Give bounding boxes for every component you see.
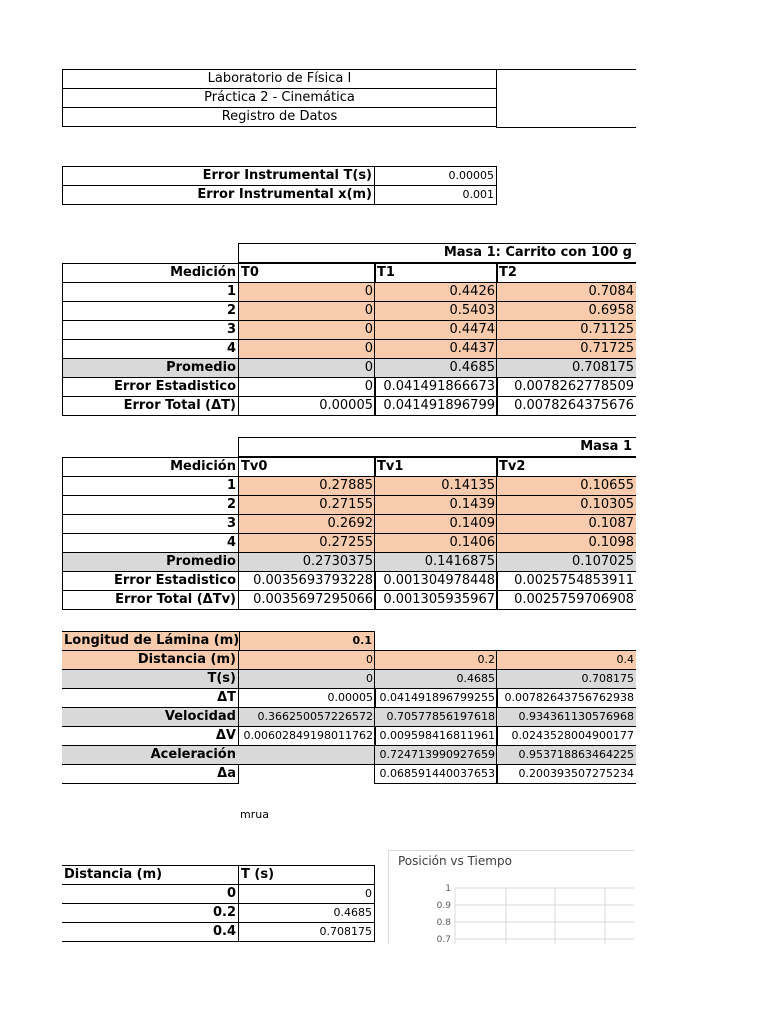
table3-row-label[interactable] [62, 650, 239, 670]
table1-promedio-cell[interactable] [496, 358, 636, 378]
table3-cell[interactable] [496, 707, 636, 727]
table4-col-tiempo[interactable] [238, 865, 375, 885]
table4-distance-cell[interactable] [62, 922, 239, 942]
table2-row-label[interactable] [62, 514, 239, 534]
lamina-label-cell[interactable] [62, 631, 240, 651]
chart-plot-area [389, 851, 634, 944]
table1-cell[interactable] [374, 339, 498, 359]
instr-x-value[interactable] [374, 185, 497, 205]
table2-cell[interactable] [238, 476, 376, 496]
header-record-cell[interactable] [62, 107, 497, 127]
table3-cell[interactable] [374, 764, 498, 784]
table4-time-cell-text: 0.708175 [319, 925, 372, 938]
table2-promedio-cell[interactable] [496, 552, 636, 572]
table2-col-tv0[interactable] [238, 457, 376, 477]
table1-cell[interactable] [496, 339, 636, 359]
table2-cell-text: 0.1439 [449, 497, 495, 512]
table2-cell[interactable] [496, 514, 636, 534]
table3-cell-text: 0.4685 [456, 672, 495, 685]
mrua-label-text: mrua [240, 808, 269, 821]
table1-title[interactable] [238, 243, 636, 263]
table1-row-label[interactable] [62, 301, 239, 321]
table2-cell-text: 0.10655 [580, 478, 634, 493]
table3-cell[interactable] [496, 764, 636, 784]
table1-col-t2-text: T2 [499, 265, 517, 280]
table3-cell-text: 0.2 [477, 653, 495, 666]
table3-cell[interactable] [374, 669, 498, 689]
table2-col-medicion-text: Medición [170, 459, 236, 474]
table1-cell-text: 0.5403 [449, 303, 495, 318]
table3-cell-text: 0.4 [616, 653, 634, 666]
table3-cell[interactable] [496, 650, 636, 670]
table3-row-label-text: Velocidad [164, 709, 236, 724]
table3-cell-text: 0.70577856197618 [386, 710, 495, 723]
table1-row-label[interactable] [62, 339, 239, 359]
table3-cell-text: 0 [366, 653, 373, 666]
instr-t-label-text: Error Instrumental T(s) [202, 168, 372, 183]
table2-cell[interactable] [238, 514, 376, 534]
table3-row-label[interactable] [62, 688, 239, 708]
table1-cell[interactable] [496, 301, 636, 321]
table1-promedio-label[interactable] [62, 358, 239, 378]
table1-row-label-text: 2 [226, 303, 236, 318]
table3-cell-text: 0.00602849198011762 [243, 729, 373, 742]
table1-cell[interactable] [496, 320, 636, 340]
table2-error_est-cell-text: 0.0025754853911 [514, 573, 634, 588]
table1-cell[interactable] [374, 282, 498, 302]
table2-cell[interactable] [238, 495, 376, 515]
table3-row-label-text: Distancia (m) [137, 652, 236, 667]
table2-error_total-cell[interactable] [496, 590, 636, 610]
table3-row-label-text: Δa [217, 766, 236, 781]
table1-cell-text: 0.71125 [580, 322, 634, 337]
table2-error_est-label-text: Error Estadistico [114, 573, 236, 588]
table4-col-tiempo-text: T (s) [241, 867, 275, 882]
table4-col-distancia-text: Distancia (m) [64, 867, 163, 882]
table2-cell-text: 0.1406 [449, 535, 495, 550]
table2-title[interactable] [238, 437, 636, 457]
table1-error_total-cell[interactable] [374, 396, 498, 416]
table1-cell[interactable] [374, 320, 498, 340]
table1-col-medicion-text: Medición [170, 265, 236, 280]
header-line3: Registro de Datos [221, 109, 338, 124]
header-practice-cell[interactable] [62, 88, 497, 108]
chart-title: Posición vs Tiempo [398, 854, 512, 868]
table2-cell-text: 0.14135 [441, 478, 495, 493]
table3-cell-text: 0.724713990927659 [379, 748, 495, 761]
table1-error_est-cell[interactable] [238, 377, 376, 397]
table3-cell[interactable] [374, 688, 498, 708]
table4-time-cell-text: 0.4685 [333, 906, 372, 919]
table3-row-label-text: ΔV [215, 728, 236, 743]
table3-cell-text: 0.009598416811961 [379, 729, 495, 742]
table2-error_est-cell-text: 0.0035693793228 [253, 573, 373, 588]
table2-cell[interactable] [374, 514, 498, 534]
table2-error_est-cell-text: 0.001304978448 [383, 573, 495, 588]
table4-distance-cell-text: 0 [226, 886, 236, 901]
table3-cell-text: 0.00782643756762938 [504, 691, 634, 704]
table3-cell[interactable] [496, 726, 636, 746]
table3-row-label[interactable] [62, 707, 239, 727]
table1-col-t1-text: T1 [377, 265, 395, 280]
table2-row-label[interactable] [62, 476, 239, 496]
table1-error_est-cell-text: 0.041491866673 [383, 379, 495, 394]
instr-t-value[interactable] [374, 166, 497, 186]
table2-cell[interactable] [374, 476, 498, 496]
table2-cell[interactable] [238, 533, 376, 553]
table1-cell-text: 0.4437 [449, 341, 495, 356]
table1-title-text: Masa 1: Carrito con 100 g [443, 245, 632, 260]
table2-cell-text: 0.1087 [588, 516, 634, 531]
table1-cell[interactable] [238, 301, 376, 321]
table3-cell[interactable] [238, 726, 376, 746]
table1-error_total-cell-text: 0.00005 [319, 398, 373, 413]
position-time-chart[interactable] [388, 850, 634, 944]
table1-col-t1[interactable] [374, 263, 498, 283]
table3-row-label-text: ΔT [217, 690, 236, 705]
table2-error_est-label[interactable] [62, 571, 239, 591]
table1-cell-text: 0.4474 [449, 322, 495, 337]
table2-cell[interactable] [374, 533, 498, 553]
table4-distance-cell[interactable] [62, 903, 239, 923]
table1-col-t2[interactable] [496, 263, 636, 283]
table4-col-distancia[interactable] [62, 865, 239, 885]
table3-cell-text: 0.953718863464225 [518, 748, 634, 761]
table3-row-label[interactable] [62, 726, 239, 746]
table3-cell-text: 0.00005 [327, 691, 373, 704]
chart-y-tick-label: 0.7 [436, 935, 451, 945]
table2-col-tv2[interactable] [496, 457, 636, 477]
table3-row-label[interactable] [62, 669, 239, 689]
lamina-value: 0.1 [352, 634, 372, 647]
table2-cell-text: 0.10305 [580, 497, 634, 512]
table2-row-label-text: 2 [226, 497, 236, 512]
table2-cell[interactable] [496, 533, 636, 553]
table4-time-cell[interactable] [238, 922, 375, 942]
table2-cell-text: 0.2692 [327, 516, 373, 531]
table3-cell[interactable] [374, 650, 498, 670]
table2-col-tv2-text: Tv2 [499, 459, 526, 474]
table3-row-label[interactable] [62, 745, 239, 765]
table1-error_total-cell-text: 0.041491896799 [383, 398, 495, 413]
table3-cell[interactable] [238, 669, 376, 689]
table1-error_total-cell[interactable] [238, 396, 376, 416]
table2-row-label-text: 1 [226, 478, 236, 493]
table3-cell[interactable] [238, 745, 376, 765]
table1-error_est-cell[interactable] [374, 377, 498, 397]
table1-row-label-text: 3 [226, 322, 236, 337]
table1-cell-text: 0.7084 [588, 284, 634, 299]
instr-x-label-text: Error Instrumental x(m) [197, 187, 372, 202]
table2-error_total-cell-text: 0.001305935967 [383, 592, 495, 607]
header-line1: Laboratorio de Física I [207, 71, 352, 86]
table1-cell[interactable] [374, 301, 498, 321]
table2-error_total-cell-text: 0.0025759706908 [514, 592, 634, 607]
table3-row-label[interactable] [62, 764, 239, 784]
table2-error_est-cell[interactable] [496, 571, 636, 591]
chart-y-tick-label: 0.8 [436, 918, 451, 928]
table2-promedio-cell-text: 0.107025 [571, 554, 634, 569]
table3-cell[interactable] [496, 745, 636, 765]
table2-promedio-cell[interactable] [238, 552, 376, 572]
table2-promedio-cell[interactable] [374, 552, 498, 572]
mrua-label [240, 808, 269, 821]
table3-cell[interactable] [374, 745, 498, 765]
table3-cell[interactable] [496, 688, 636, 708]
table3-cell[interactable] [238, 764, 376, 784]
table2-cell-text: 0.27255 [319, 535, 373, 550]
table1-error_total-cell-text: 0.0078264375676 [514, 398, 634, 413]
instr-x-value-text: 0.001 [462, 188, 494, 201]
table1-cell-text: 0 [364, 303, 373, 318]
table4-distance-cell-text: 0.4 [212, 924, 236, 939]
table2-error_total-cell-text: 0.0035697295066 [253, 592, 373, 607]
table2-col-tv0-text: Tv0 [241, 459, 268, 474]
lamina-label: Longitud de Lámina (m) [64, 633, 240, 648]
table2-cell-text: 0.1098 [588, 535, 634, 550]
header-title-cell[interactable] [62, 69, 497, 89]
instr-t-label[interactable] [62, 166, 375, 186]
header-blank-cell[interactable] [496, 69, 636, 128]
table1-cell-text: 0.4426 [449, 284, 495, 299]
instr-t-value-text: 0.00005 [448, 169, 494, 182]
table1-row-label-text: 4 [226, 341, 236, 356]
table2-row-label-text: 4 [226, 535, 236, 550]
table1-error_est-label-text: Error Estadistico [114, 379, 236, 394]
table3-cell-text: 0.934361130576968 [518, 710, 634, 723]
table3-row-label-text: Aceleración [150, 747, 236, 762]
table2-cell-text: 0.27155 [319, 497, 373, 512]
table4-distance-cell[interactable] [62, 884, 239, 904]
table4-distance-cell-text: 0.2 [212, 905, 236, 920]
table2-error_total-cell[interactable] [374, 590, 498, 610]
instr-x-label[interactable] [62, 185, 375, 205]
table1-error_est-label[interactable] [62, 377, 239, 397]
table1-col-t0[interactable] [238, 263, 376, 283]
table1-col-t0-text: T0 [241, 265, 259, 280]
table1-cell-text: 0.6958 [588, 303, 634, 318]
table1-cell-text: 0 [364, 284, 373, 299]
table1-promedio-cell-text: 0.4685 [449, 360, 495, 375]
table1-error_est-cell-text: 0 [364, 379, 373, 394]
table1-cell[interactable] [238, 320, 376, 340]
table3-cell-text: 0.041491896799255 [379, 691, 495, 704]
table1-error_total-label-text: Error Total (ΔT) [123, 398, 236, 413]
table2-error_est-cell[interactable] [374, 571, 498, 591]
table2-cell-text: 0.1409 [449, 516, 495, 531]
table3-cell[interactable] [374, 707, 498, 727]
table2-error_total-label-text: Error Total (ΔTv) [115, 592, 236, 607]
table2-cell[interactable] [374, 495, 498, 515]
table1-cell-text: 0 [364, 322, 373, 337]
chart-y-tick-label: 0.9 [436, 901, 451, 911]
table2-promedio-cell-text: 0.1416875 [424, 554, 495, 569]
table2-promedio-label[interactable] [62, 552, 239, 572]
table1-cell-text: 0.71725 [580, 341, 634, 356]
table1-row-label-text: 1 [226, 284, 236, 299]
table1-cell-text: 0 [364, 341, 373, 356]
table4-time-cell[interactable] [238, 884, 375, 904]
table3-cell-text: 0.0243528004900177 [511, 729, 634, 742]
table3-cell[interactable] [496, 669, 636, 689]
table2-error_total-label[interactable] [62, 590, 239, 610]
lamina-value-cell[interactable] [239, 631, 375, 651]
table3-cell[interactable] [374, 726, 498, 746]
table3-cell[interactable] [238, 650, 376, 670]
table3-row-label-text: T(s) [207, 671, 236, 686]
table2-cell-text: 0.27885 [319, 478, 373, 493]
table1-col-medicion[interactable] [62, 263, 239, 283]
table2-cell[interactable] [496, 476, 636, 496]
table3-cell-text: 0 [366, 672, 373, 685]
table1-row-label[interactable] [62, 320, 239, 340]
table2-promedio-label-text: Promedio [166, 554, 236, 569]
table4-time-cell[interactable] [238, 903, 375, 923]
table2-col-tv1[interactable] [374, 457, 498, 477]
table1-row-label[interactable] [62, 282, 239, 302]
table1-error_total-cell[interactable] [496, 396, 636, 416]
table3-cell-text: 0.708175 [581, 672, 634, 685]
table3-cell[interactable] [238, 688, 376, 708]
table3-cell-text: 0.068591440037653 [379, 767, 495, 780]
table2-row-label[interactable] [62, 533, 239, 553]
table4-time-cell-text: 0 [365, 887, 372, 900]
table1-error_total-label[interactable] [62, 396, 239, 416]
table2-row-label[interactable] [62, 495, 239, 515]
header-line2: Práctica 2 - Cinemática [204, 90, 355, 105]
table1-promedio-cell-text: 0.708175 [571, 360, 634, 375]
table1-error_est-cell[interactable] [496, 377, 636, 397]
table1-error_est-cell-text: 0.0078262778509 [514, 379, 634, 394]
table1-promedio-label-text: Promedio [166, 360, 236, 375]
table1-promedio-cell[interactable] [374, 358, 498, 378]
table2-title-text: Masa 1 [580, 439, 632, 454]
table1-cell[interactable] [496, 282, 636, 302]
table3-cell[interactable] [238, 707, 376, 727]
chart-y-tick-label: 1 [445, 884, 451, 894]
table2-promedio-cell-text: 0.2730375 [302, 554, 373, 569]
table1-promedio-cell[interactable] [238, 358, 376, 378]
table3-cell-text: 0.366250057226572 [257, 710, 373, 723]
table2-error_total-cell[interactable] [238, 590, 376, 610]
table1-cell[interactable] [238, 339, 376, 359]
table2-cell[interactable] [496, 495, 636, 515]
table1-cell[interactable] [238, 282, 376, 302]
table1-promedio-cell-text: 0 [364, 360, 373, 375]
table2-col-tv1-text: Tv1 [377, 459, 404, 474]
table3-cell-text: 0.200393507275234 [518, 767, 634, 780]
table2-row-label-text: 3 [226, 516, 236, 531]
table2-error_est-cell[interactable] [238, 571, 376, 591]
table2-col-medicion[interactable] [62, 457, 239, 477]
